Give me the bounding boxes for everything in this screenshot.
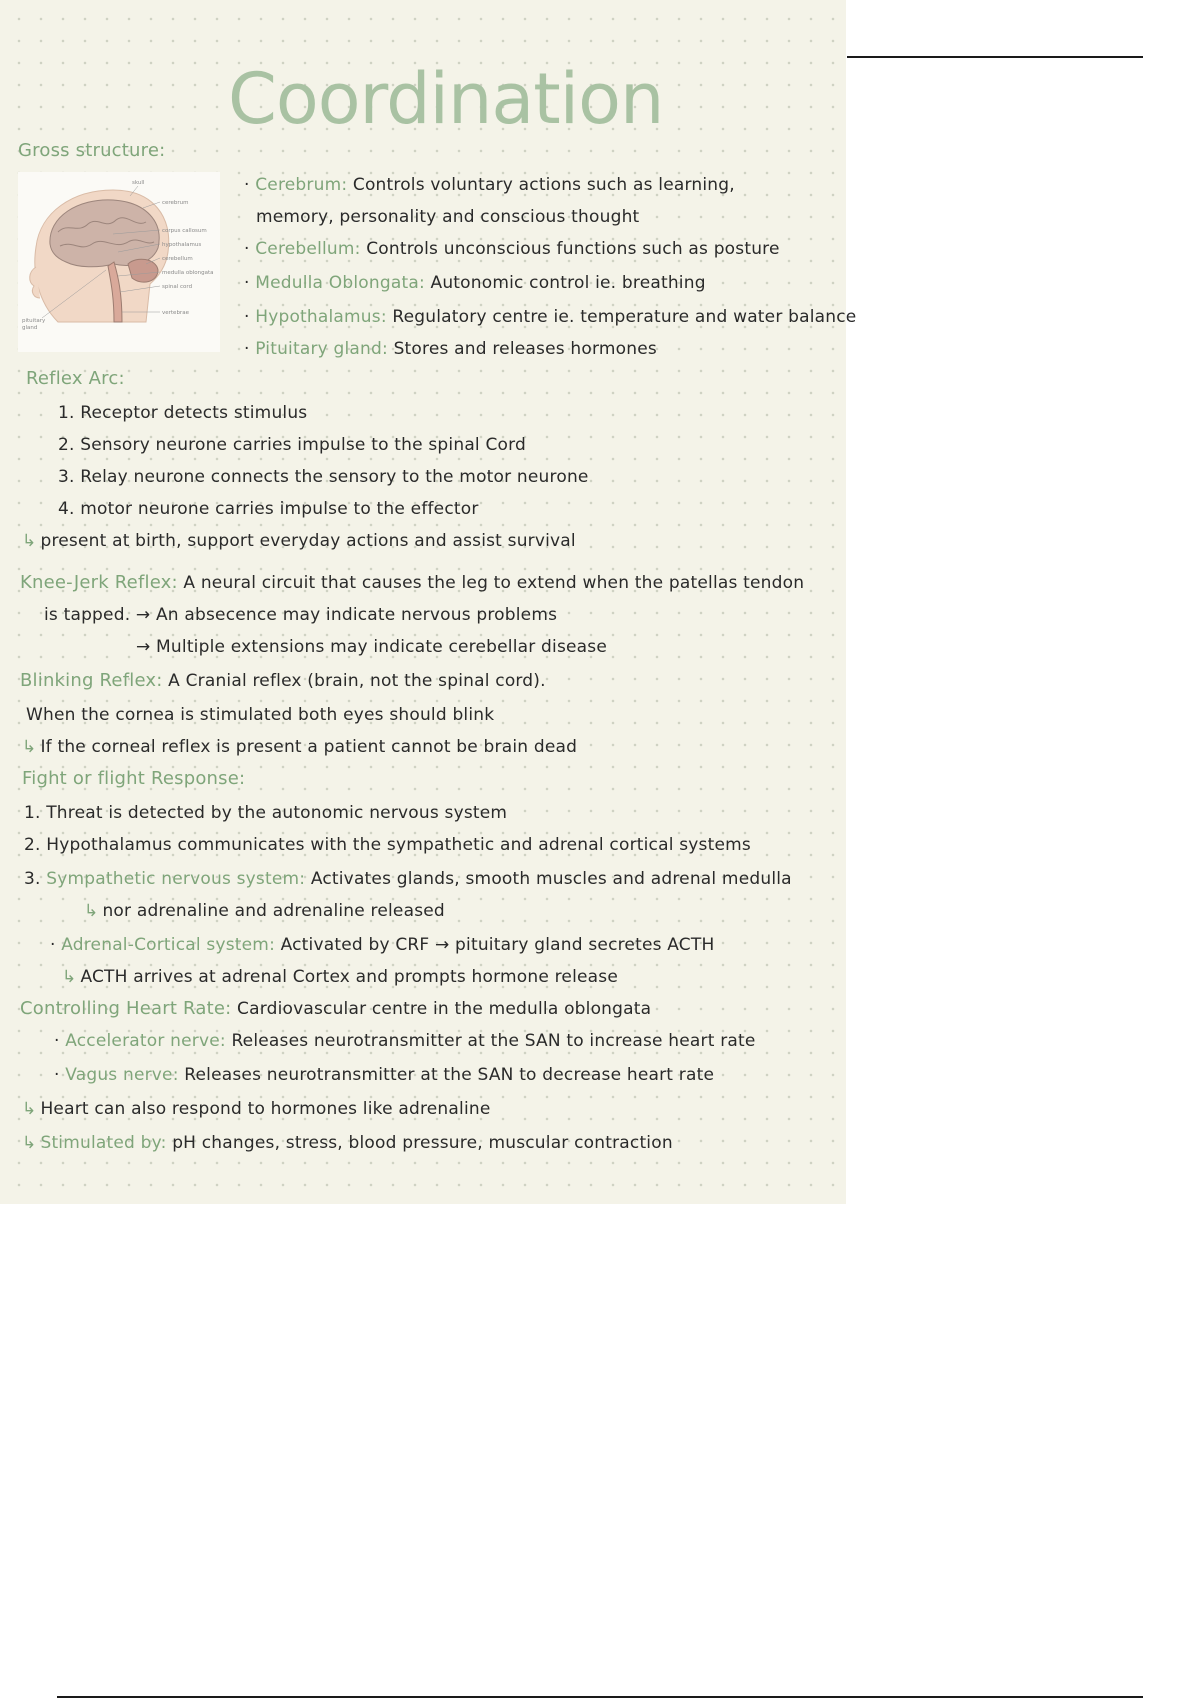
blinking-term: Blinking Reflex: <box>20 670 163 691</box>
brain-diagram <box>18 172 220 352</box>
accelerator-text: Releases neurotransmitter at the SAN to increase heart rate <box>231 1031 756 1051</box>
knee-jerk-line-2 <box>44 604 557 626</box>
blinking-text: A Cranial reflex (brain, not the spinal cord). <box>168 671 546 691</box>
knee-jerk-line <box>20 572 804 594</box>
sympathetic-note-line <box>84 900 445 922</box>
return-arrow-icon: ↳ <box>22 1133 37 1153</box>
knee-jerk-arrow-1: → An absecence may indicate nervous problems <box>135 605 558 625</box>
hypothalamus-term: Hypothalamus: <box>255 307 387 327</box>
blinking-line <box>20 670 546 692</box>
heart-rate-term: Controlling Heart Rate: <box>20 998 232 1019</box>
stimulated-by-term: Stimulated by: <box>40 1133 167 1153</box>
vagus-text: Releases neurotransmitter at the SAN to decrease heart rate <box>184 1065 715 1085</box>
sympathetic-term: Sympathetic nervous system: <box>46 869 306 889</box>
stimulated-by-text: pH changes, stress, blood pressure, muscular contraction <box>172 1133 673 1153</box>
figure-label-hypothalamus: hypothalamus <box>162 242 202 248</box>
adrenal-line: · Adrenal-Cortical system: Activated by CRF → pituitary gland secretes ACTH <box>50 935 715 955</box>
return-arrow-icon: ↳ <box>62 967 77 987</box>
knee-jerk-arrow-2: → Multiple extensions may indicate cerebellar disease <box>136 637 608 657</box>
pituitary-line: · Pituitary gland: Stores and releases hormones <box>244 339 657 359</box>
figure-label-cerebrum: cerebrum <box>162 200 189 206</box>
knee-jerk-lead: is tapped. <box>44 605 131 625</box>
page-rule-bottom <box>57 1696 1143 1698</box>
cerebrum-term: Cerebrum: <box>255 175 348 195</box>
adrenal-term: Adrenal-Cortical system: <box>61 935 275 955</box>
sympathetic-note: nor adrenaline and adrenaline released <box>102 901 445 921</box>
blinking-note: If the corneal reflex is present a patient cannot be brain dead <box>40 737 578 757</box>
reflex-note-line <box>22 530 576 552</box>
figure-label-cerebellum: cerebellum <box>162 256 193 262</box>
reflex-step-4: 4. motor neurone carries impulse to the effector <box>58 499 479 519</box>
step-3-number: 3. <box>24 869 41 889</box>
pituitary-text: Stores and releases hormones <box>393 339 657 359</box>
vagus-line: · Vagus nerve: Releases neurotransmitter at the SAN to decrease heart rate <box>54 1065 715 1085</box>
heart-rate-text: Cardiovascular centre in the medulla oblongata <box>237 999 652 1019</box>
figure-label-pituitary: pituitary <box>22 318 46 324</box>
heart-note-2-line <box>22 1132 673 1154</box>
heart-note-1-line <box>22 1098 491 1120</box>
hypothalamus-line: · Hypothalamus: Regulatory centre ie. temperature and water balance <box>244 307 857 327</box>
cerebrum-text: Controls voluntary actions such as learning, <box>352 175 735 195</box>
sympathetic-text: Activates glands, smooth muscles and adrenal medulla <box>310 869 792 889</box>
figure-label-medulla: medulla oblongata <box>162 270 214 276</box>
fight-flight-heading: Fight or flight Response: <box>22 768 246 789</box>
cerebellum-text: Controls unconscious functions such as posture <box>366 239 780 259</box>
medulla-text: Autonomic control ie. breathing <box>430 273 706 293</box>
accelerator-line: · Accelerator nerve: Releases neurotransmitter at the SAN to increase heart rate <box>54 1031 756 1051</box>
figure-label-skull: skull <box>132 180 145 186</box>
fight-flight-step-2: 2. Hypothalamus communicates with the sympathetic and adrenal cortical systems <box>24 835 751 855</box>
blinking-line-2: When the cornea is stimulated both eyes should blink <box>26 705 495 725</box>
fight-flight-step-3 <box>24 868 792 890</box>
hypothalamus-text: Regulatory centre ie. temperature and water balance <box>392 307 857 327</box>
vagus-term: Vagus nerve: <box>65 1065 179 1085</box>
return-arrow-icon: ↳ <box>84 901 99 921</box>
reflex-step-1: 1. Receptor detects stimulus <box>58 403 308 423</box>
heart-rate-line <box>20 998 651 1020</box>
figure-label-gland: gland <box>22 325 38 331</box>
return-arrow-icon: ↳ <box>22 737 37 757</box>
knee-jerk-term: Knee-Jerk Reflex: <box>20 572 178 593</box>
reflex-step-2: 2. Sensory neurone carries impulse to the spinal Cord <box>58 435 527 455</box>
figure-label-spinal-cord: spinal cord <box>162 284 193 290</box>
cerebrum-line-2: memory, personality and conscious thought <box>256 207 640 227</box>
heart-note-1: Heart can also respond to hormones like adrenaline <box>40 1099 491 1119</box>
knee-jerk-text: A neural circuit that causes the leg to extend when the patellas tendon <box>183 573 805 593</box>
figure-label-corpus-callosum: corpus callosum <box>162 228 207 234</box>
cerebellum-line: · Cerebellum: Controls unconscious functions such as posture <box>244 239 780 259</box>
return-arrow-icon: ↳ <box>22 1099 37 1119</box>
pituitary-term: Pituitary gland: <box>255 339 388 359</box>
cerebellum-term: Cerebellum: <box>255 239 361 259</box>
reflex-note: present at birth, support everyday actions and assist survival <box>40 531 576 551</box>
page-title: Coordination <box>228 58 664 140</box>
gross-structure-heading: Gross structure: <box>18 140 166 161</box>
fight-flight-step-1: 1. Threat is detected by the autonomic nervous system <box>24 803 508 823</box>
page-rule-top <box>847 56 1143 58</box>
reflex-arc-heading: Reflex Arc: <box>26 368 125 389</box>
medulla-line: · Medulla Oblongata: Autonomic control ie. breathing <box>244 273 706 293</box>
accelerator-term: Accelerator nerve: <box>65 1031 226 1051</box>
cerebrum-line: · Cerebrum: Controls voluntary actions such as learning, <box>244 175 735 195</box>
adrenal-text: Activated by CRF → pituitary gland secretes ACTH <box>280 935 715 955</box>
medulla-term: Medulla Oblongata: <box>255 273 425 293</box>
figure-label-vertebrae: vertebrae <box>162 310 189 316</box>
return-arrow-icon: ↳ <box>22 531 37 551</box>
adrenal-note-line <box>62 966 618 988</box>
reflex-step-3: 3. Relay neurone connects the sensory to the motor neurone <box>58 467 589 487</box>
adrenal-note: ACTH arrives at adrenal Cortex and prompts hormone release <box>80 967 618 987</box>
blinking-note-line <box>22 736 577 758</box>
